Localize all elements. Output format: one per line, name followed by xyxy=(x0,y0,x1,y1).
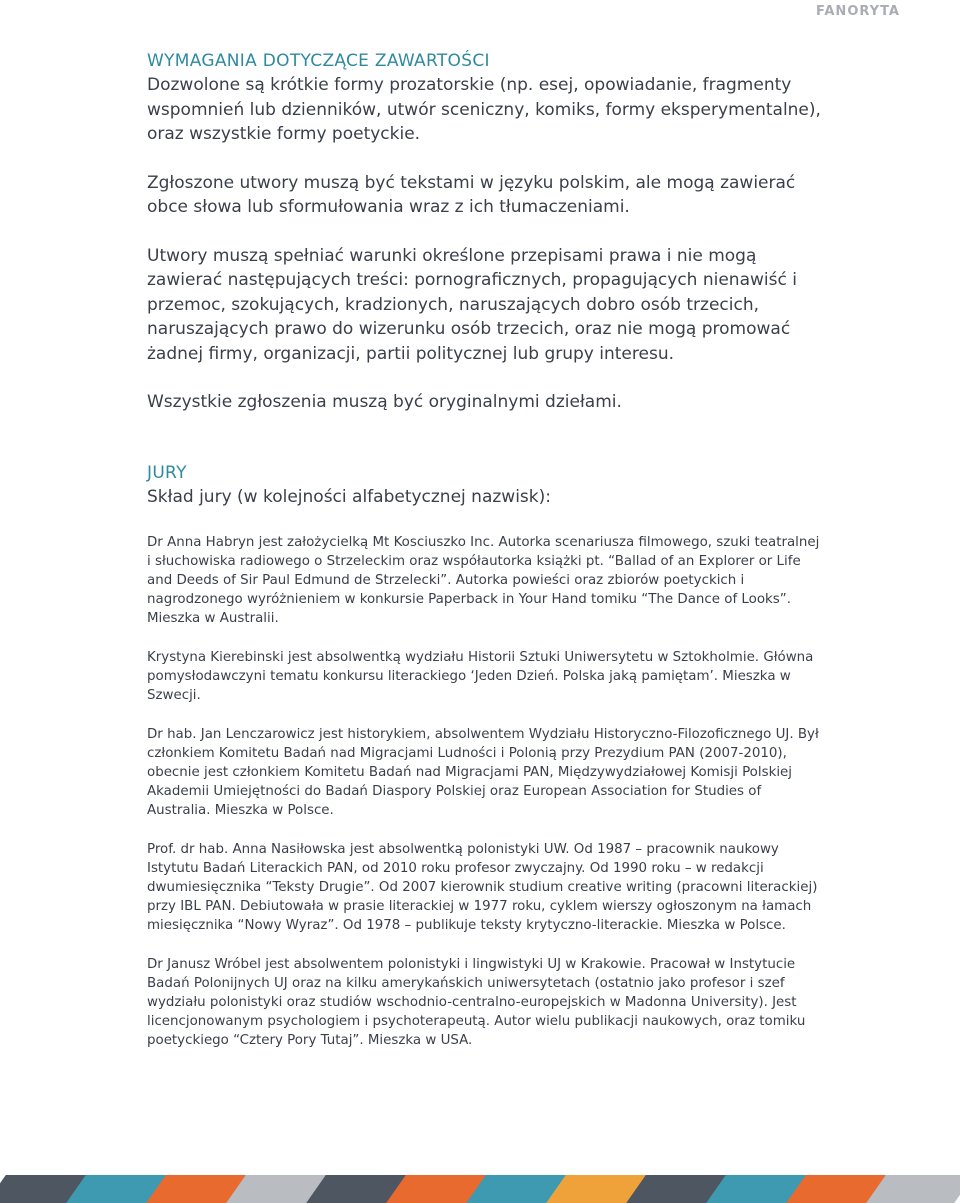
requirements-paragraph-3: Utwory muszą spełniać warunki określone przepisami prawa i nie mogą zawierać następujących treści: pornograficznych, propagujących nienawiść i przemoc, szokujących, kradzionych, naruszających dobro osób trzecich, naruszających prawo do wizerunku osób trzecich, oraz nie mogą promować żadnej firmy, organizacji, partii politycznej lub grupy interesu. xyxy=(147,245,797,364)
jury-bio-habryn: Dr Anna Habryn jest założycielką Mt Kosciuszko Inc. Autorka scenariusza filmowego, szuki teatralnej i słuchowiska radiowego o Strzeleckim oraz współautorka książki pt. “Ballad of an Explorer or Life and Deeds of Sir Paul Edmund de Strzelecki”. Autorka powieści oraz zbiorów poetyckich i nagrodzonego wyróżnieniem w konkursie Paperback in Your Hand tomiku “The Dance of Looks”. Mieszka w Australii. xyxy=(147,534,820,626)
decorative-color-band xyxy=(0,1175,960,1203)
jury-bio-nasilowska: Prof. dr hab. Anna Nasiłowska jest absolwentką polonistyki UW. Od 1987 – pracownik naukowy Istytutu Badań Literackich PAN, od 2010 roku profesor zwyczajny. Od 1990 roku – w redakcji dwumiesięcznika “Teksty Drugie”. Od 2007 kierownik studium creative writing (pracowni literackiej) przy IBL PAN. Debiutowała w prasie literackiej w 1977 roku, cyklem wierszy ogłoszonym na łamach miesięcznika “Nowy Wyraz”. Od 1978 – publikuje teksty krytyczno-literackie. Mieszka w Polsce. xyxy=(147,841,818,933)
fanoryta-logo: FANORYTA xyxy=(815,4,900,19)
requirements-paragraph-2: Zgłoszone utwory muszą być tekstami w języku polskim, ale mogą zawierać obce słowa lub sformułowania wraz z ich tłumaczeniami. xyxy=(147,172,796,217)
requirements-paragraph-1: Dozwolone są krótkie formy prozatorskie (np. esej, opowiadanie, fragmenty wspomnień lub dzienników, utwór sceniczny, komiks, formy eksperymentalne), oraz wszystkie formy poetyckie. xyxy=(147,75,821,144)
jury-bios xyxy=(147,533,827,1050)
jury-bio-wrobel: Dr Janusz Wróbel jest absolwentem polonistyki i lingwistyki UJ w Krakowie. Pracował w Instytucie Badań Polonijnych UJ oraz na kilku amerykańskich uniwersytetach (ostatnio jako profesor i szef wydziału polonistyki oraz studiów wschodnio-centralno-europejskich w Madonna University). Jest licencjonowanym psychologiem i psychoterapeutą. Autor wielu publikacji naukowych, oraz tomiku poetyckiego “Cztery Pory Tutaj”. Mieszka w USA. xyxy=(147,956,806,1048)
jury-subtitle: Skład jury (w kolejności alfabetycznej nazwisk): xyxy=(147,486,551,507)
jury-section xyxy=(147,461,827,1050)
requirements-paragraph-4: Wszystkie zgłoszenia muszą być oryginalnymi dziełami. xyxy=(147,392,622,412)
jury-bio-kierebinski: Krystyna Kierebinski jest absolwentką wydziału Historii Sztuki Uniwersytetu w Sztokholmie. Główna pomysłodawczyni tematu konkursu literackiego ‘Jeden Dzień. Polska jaką pamiętam’. Mieszka w Szwecji. xyxy=(147,649,814,703)
jury-title: JURY xyxy=(147,462,187,483)
requirements-title: WYMAGANIA DOTYCZĄCE ZAWARTOŚCI xyxy=(147,51,490,71)
jury-bio-lenczarowicz: Dr hab. Jan Lenczarowicz jest historykiem, absolwentem Wydziału Historyczno-Filozoficznego UJ. Był członkiem Komitetu Badań nad Migracjami Ludności i Polonią przy Prezydium PAN (2007-2010), obecnie jest członkiem Komitetu Badań nad Migracjami PAN, Międzywydziałowej Komisji Polskiej Akademii Umiejętności do Badań Diaspory Polskiej oraz European Association for Studies of Australia. Mieszka w Polsce. xyxy=(147,726,819,818)
page-content xyxy=(147,49,827,1050)
